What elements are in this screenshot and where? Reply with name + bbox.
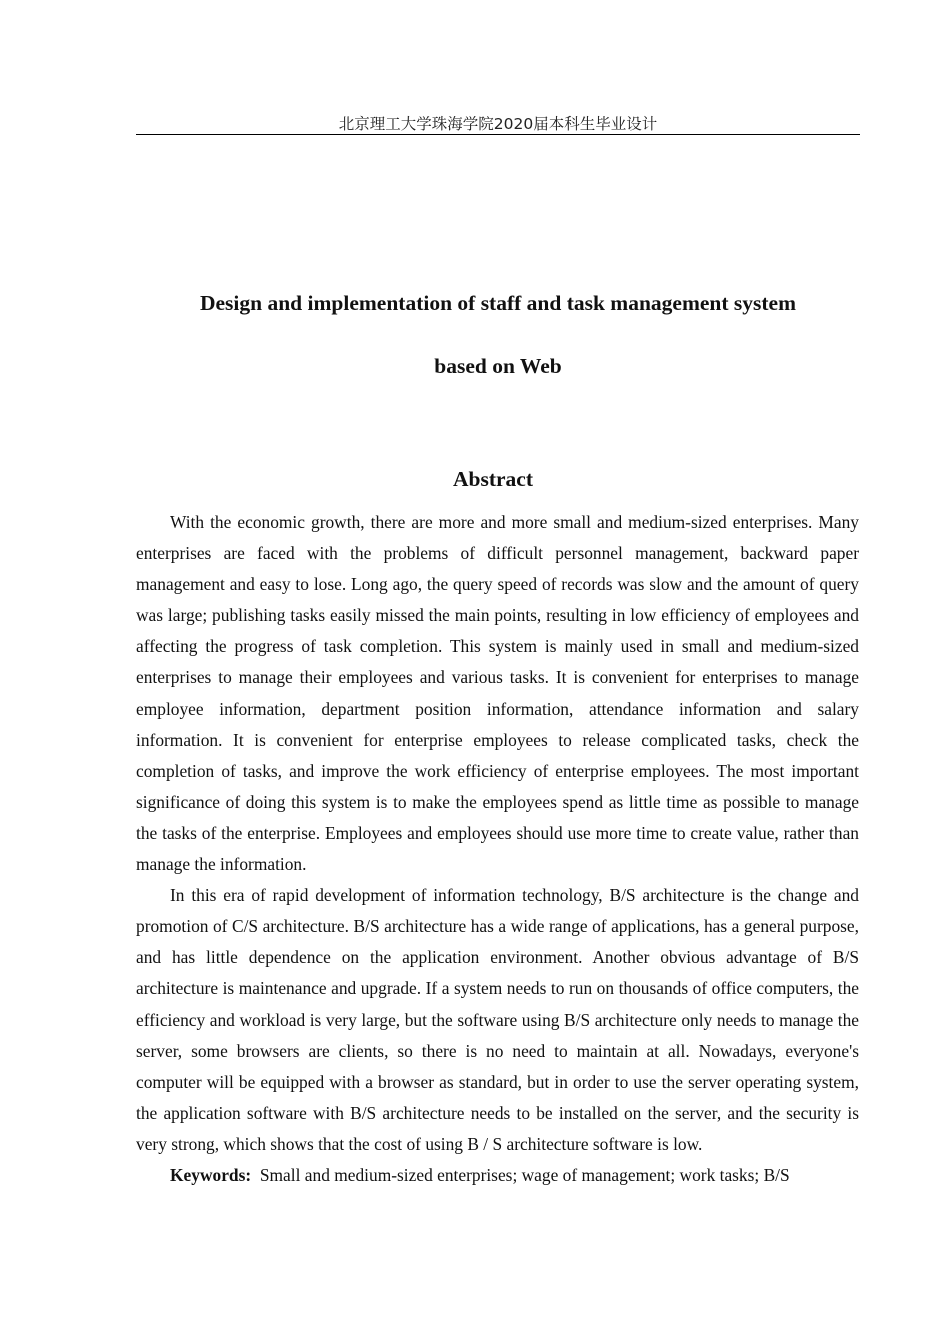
abstract-paragraph-1: With the economic growth, there are more and more small and medium-sized enterprises. Many enterprises are faced with the problems of difficult personnel management, backward paper management and easy to lose. Long ago, the query speed of records was slow and the amount of query was large; publishing tasks easily missed the main points, resulting in low efficiency of employees and affecting the progress of task completion. This system is mainly used in small and medium-sized enterprises to manage their employees and various tasks. It is convenient for enterprises to manage employee information, department position information, attendance information and salary information. It is convenient for enterprise employees to release complicated tasks, check the completion of tasks, and improve the work efficiency of enterprise employees. The most important significance of doing this system is to make the employees spend as little time as possible to manage the tasks of the enterprise. Employees and employees should use more time to create value, rather than manage the information. xyxy=(136,512,859,875)
paper-title-line-2: based on Web xyxy=(434,354,562,378)
abstract-paragraph-2: In this era of rapid development of information technology, B/S architecture is the change and promotion of C/S architecture. B/S architecture has a wide range of applications, has a general purpose, and has little dependence on the application environment. Another obvious advantage of B/S architecture is maintenance and upgrade. If a system needs to run on thousands of office computers, the efficiency and workload is very large, but the software using B/S architecture only needs to manage the server, some browsers are clients, so there is no need to maintain at all. Nowadays, everyone's computer will be equipped with a browser as standard, but in order to use the server operating system, the application software with B/S architecture needs to be installed on the server, and the security is very strong, which shows that the cost of using B / S architecture software is low. xyxy=(136,885,859,1154)
keywords-line xyxy=(136,1160,859,1191)
keywords-text: Small and medium-sized enterprises; wage of management; work tasks; B/S xyxy=(259,1164,790,1185)
header-rule xyxy=(136,134,860,135)
abstract-body xyxy=(136,507,859,1191)
paper-title-line-1: Design and implementation of staff and task management system xyxy=(199,291,797,315)
running-header: 北京理工大学珠海学院2020届本科生毕业设计 xyxy=(338,115,658,133)
keywords-label: Keywords: xyxy=(170,1164,252,1185)
abstract-heading: Abstract xyxy=(452,467,533,491)
